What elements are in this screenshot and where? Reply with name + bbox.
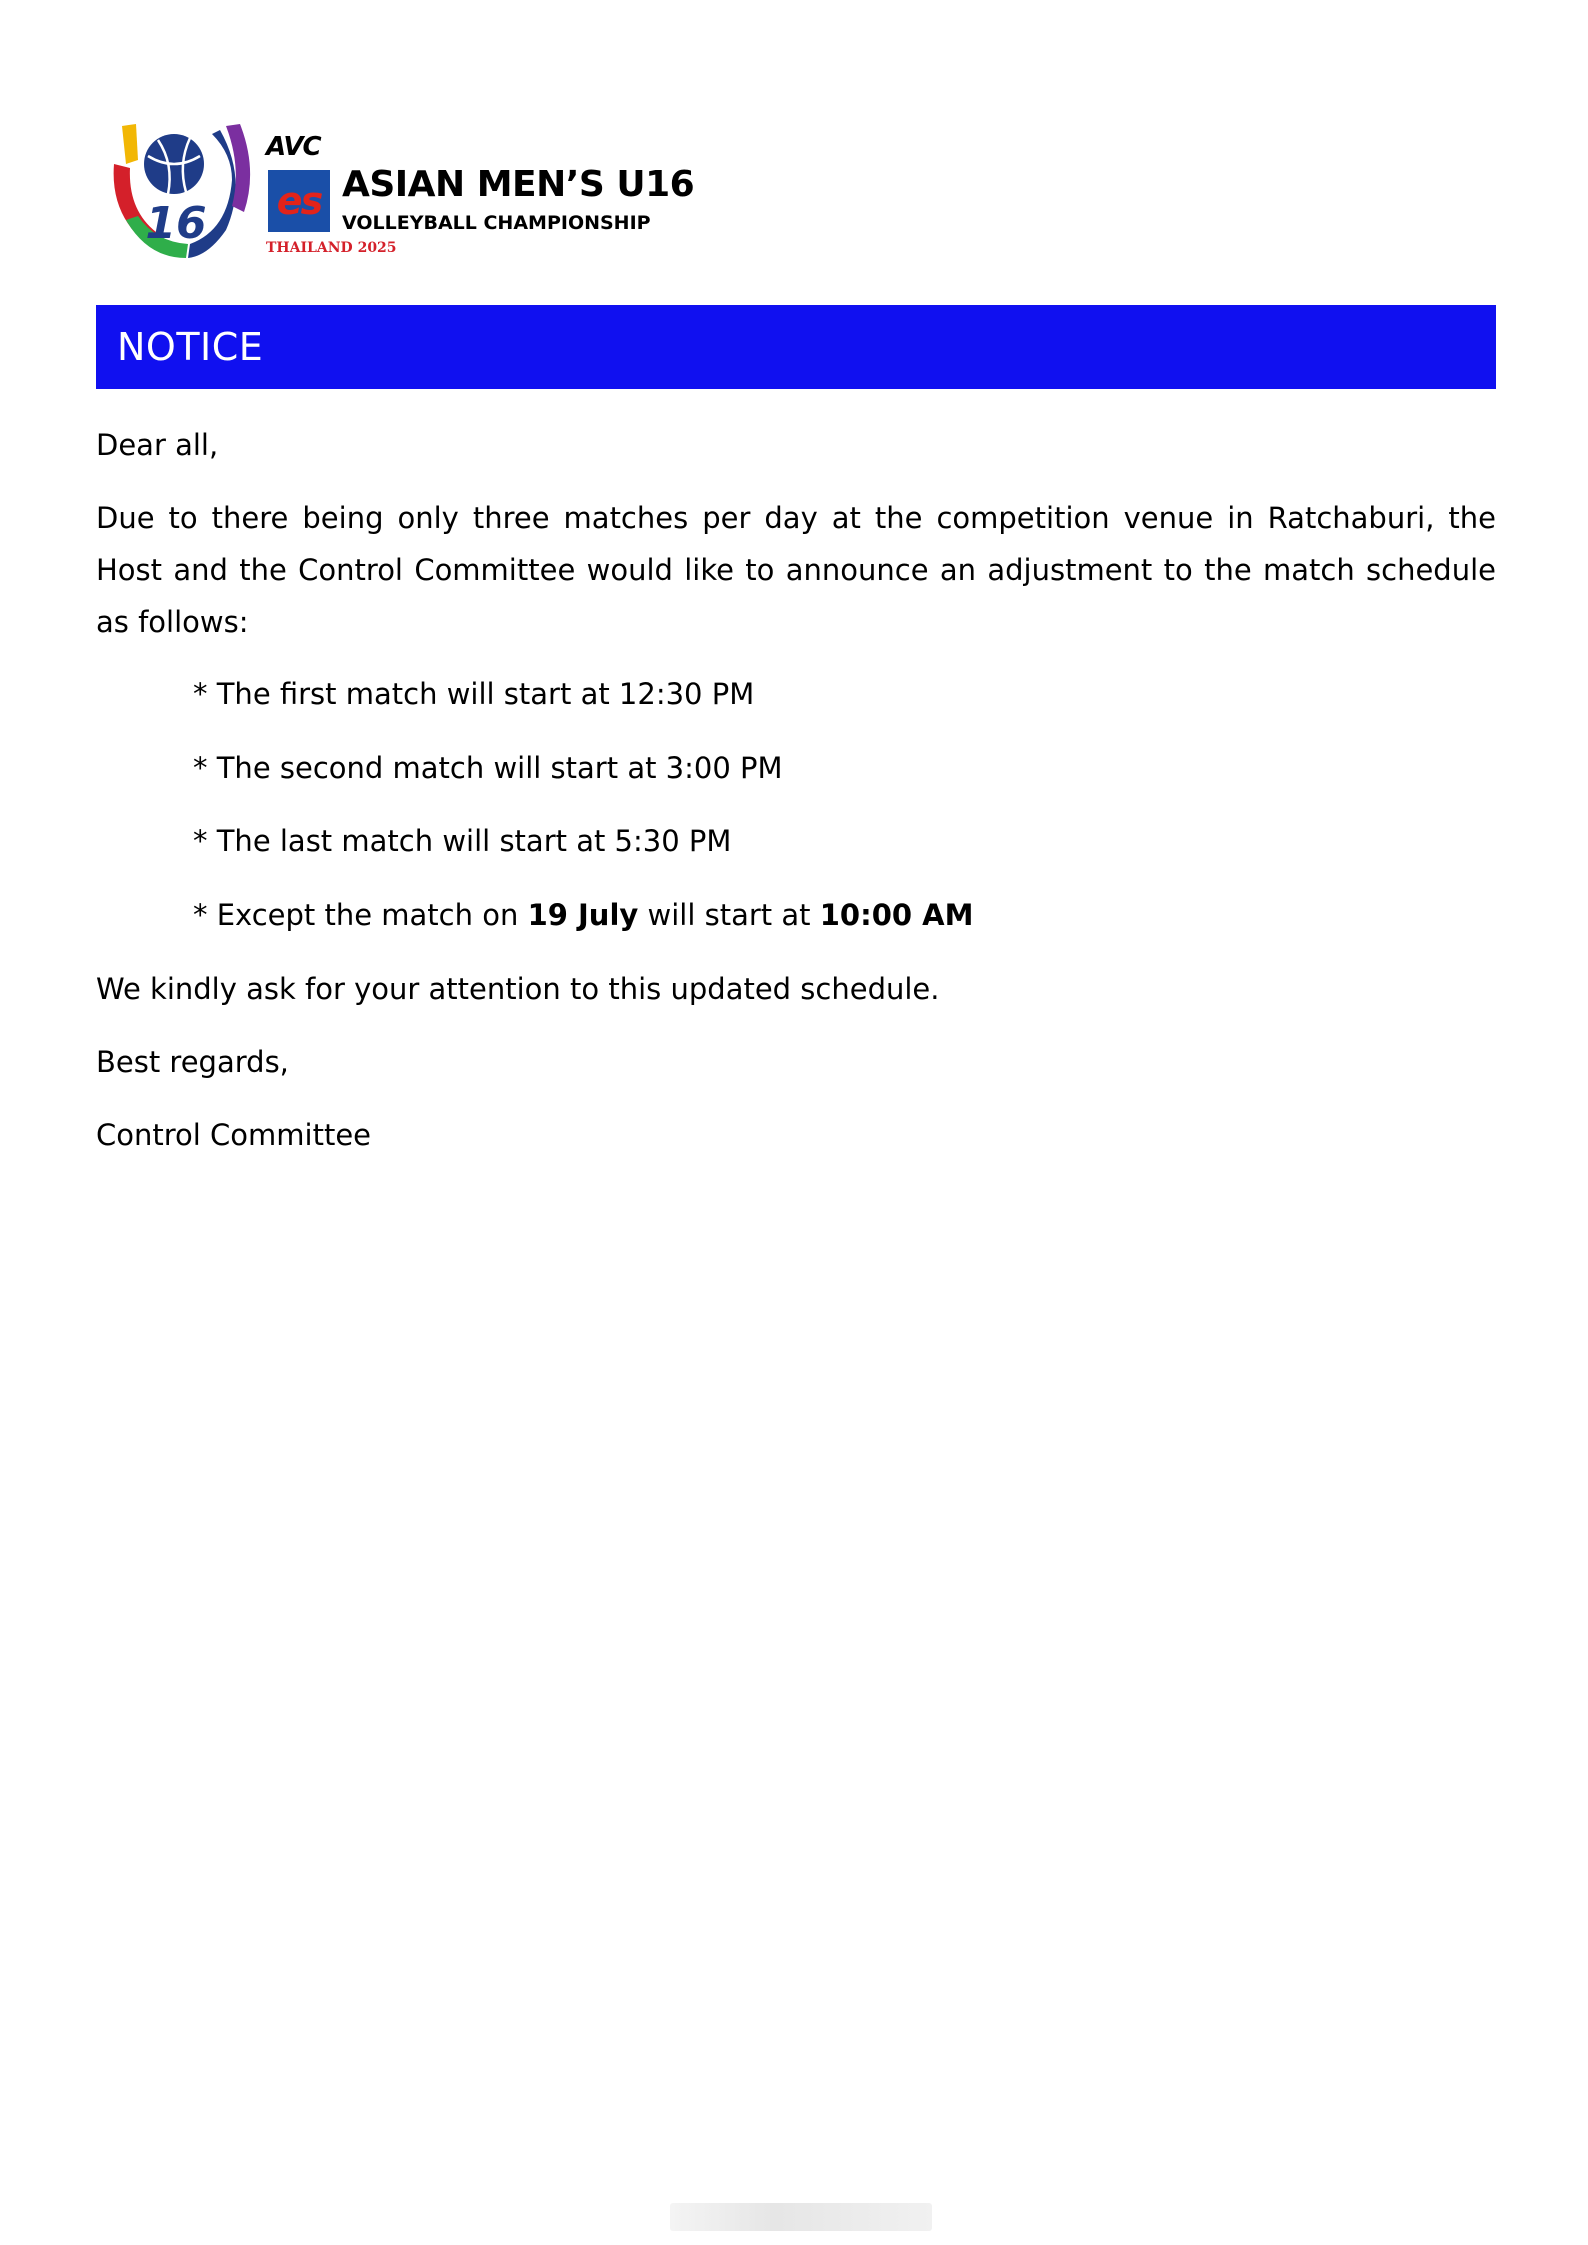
sponsor-badge — [268, 170, 330, 232]
championship-logo — [108, 120, 708, 270]
notice-banner — [96, 305, 1496, 389]
avc-logo-text: AVC — [266, 132, 321, 162]
sponsor-badge-text: es — [276, 179, 322, 223]
exception-date: 19 July — [527, 897, 639, 932]
footer-faint-mark — [670, 2203, 932, 2231]
championship-subtitle: VOLLEYBALL CHAMPIONSHIP — [342, 212, 651, 234]
schedule-item-last-match: * The last match will start at 5:30 PM — [193, 824, 732, 858]
letter-signature: Control Committee — [96, 1118, 372, 1152]
championship-title: ASIAN MEN’S U16 — [342, 164, 695, 205]
championship-location: THAILAND 2025 — [266, 240, 397, 256]
exception-prefix: * Except the match on — [193, 897, 528, 932]
emblem-number: 16 — [145, 198, 207, 249]
exception-time: 10:00 AM — [819, 897, 974, 932]
letter-greeting: Dear all, — [96, 428, 219, 462]
schedule-list — [193, 668, 973, 962]
notice-heading: NOTICE — [117, 325, 264, 369]
letter-regards: Best regards, — [96, 1045, 289, 1079]
exception-middle: will start at — [638, 897, 820, 932]
schedule-item-exception — [193, 889, 973, 963]
u16-emblem-logo — [108, 120, 258, 260]
letter-closing: We kindly ask for your attention to this updated schedule. — [96, 972, 940, 1006]
schedule-item-first-match: * The first match will start at 12:30 PM — [193, 677, 755, 711]
letter-intro-paragraph: Due to there being only three matches per day at the competition venue in Ratchaburi, the Host and the Control Committee would like to announce an adjustment to the match schedule as follows: — [96, 501, 1496, 639]
schedule-item-second-match: * The second match will start at 3:00 PM — [193, 750, 783, 785]
